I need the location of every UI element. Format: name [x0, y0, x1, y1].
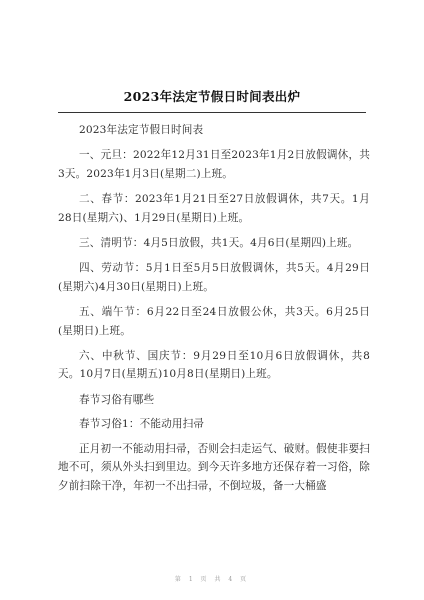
new-year-paragraph: 一、元旦：2022年12月31日至2023年1月2日放假调休，共3天。2023年1月3日(星期二)上班。: [58, 149, 370, 180]
mid-autumn-national-paragraph: 六、中秋节、国庆节：9月29日至10月6日放假调休，共8天。10月7日(星期五)10月8日(星期日)上班。: [58, 350, 370, 381]
subtitle-paragraph: 2023年法定节假日时间表: [79, 124, 204, 136]
custom-1-heading: 春节习俗1：不能动用扫帚: [79, 418, 205, 431]
dragon-boat-paragraph: 五、端午节：6月22日至24日放假公休，共3天。6月25日(星期日)上班。: [58, 306, 370, 337]
spring-festival-paragraph: 二、春节：2023年1月21日至27日放假调休，共7天。1月28日(星期六)、1月29日(星期日)上班。: [58, 193, 370, 224]
qingming-paragraph: 三、清明节：4月5日放假，共1天。4月6日(星期四)上班。: [79, 237, 359, 250]
labor-day-paragraph: 四、劳动节：5月1日至5月5日放假调休，共5天。4月29日(星期六)4月30日(星期日)上班。: [58, 262, 370, 293]
page-number: 第 1 页 共 4 页: [174, 576, 250, 583]
custom-1-text: 正月初一不能动用扫帚，否则会扫走运气、破财。假使非要扫地不可，须从外头扫到里边。到今天许多地方还保存着一习俗，除夕前扫除干净，年初一不出扫帚，不倒垃圾，备一大桶盛: [58, 442, 370, 492]
document-body: [58, 121, 370, 502]
page-title: 2023年法定节假日时间表出炉: [123, 89, 301, 104]
customs-heading: 春节习俗有哪些: [79, 393, 155, 406]
title-divider: [58, 112, 366, 113]
